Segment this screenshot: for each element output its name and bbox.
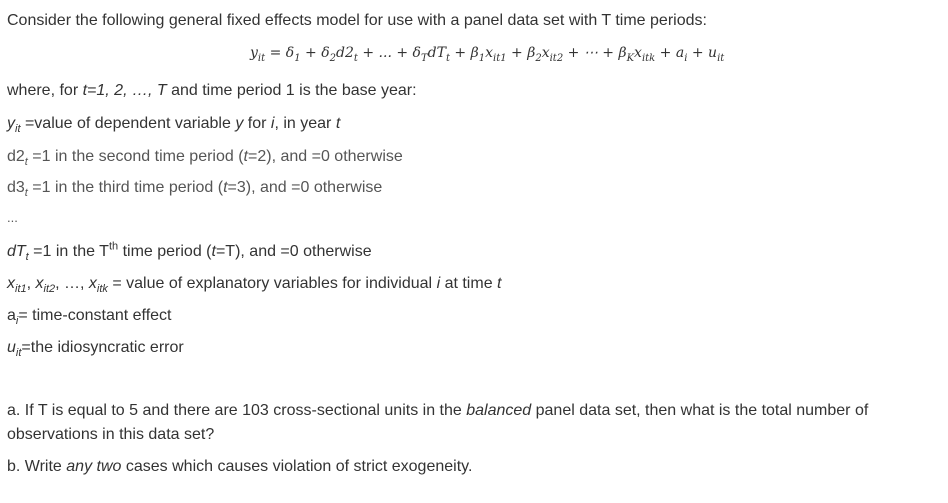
equation-term: = δ [265, 45, 295, 61]
equation-term: + ⋯ + β [563, 45, 627, 61]
equation-subscript: it [717, 52, 725, 64]
equation-subscript: t [445, 52, 450, 64]
equation-term: dT [427, 45, 446, 61]
equation-subscript: K [626, 52, 635, 64]
def-d2: $d2_t =1$ in the second time period (t=2), and =0 otherwise [7, 148, 403, 169]
equation-term: + β [506, 45, 536, 61]
question-b: b. Write any two cases which causes violation of strict exogeneity. [7, 458, 473, 475]
fixed-effects-equation: $y_{it} = \delta_1 + \delta_2d2_t$ + ... + $\delta_TdT_t + \beta_1x_{it1} + \beta_2x_{it2}$ + ⋯ + $\beta_Kx_{itk} + a_i + u_{it}$ [250, 45, 725, 64]
def-x: $x_{it1}$, $x_{it2}$, …, $x_{itk}$ = value of explanatory variables for individual i at time t [7, 275, 502, 296]
equation-subscript: T [420, 52, 428, 64]
ellipsis: ... [7, 210, 18, 225]
equation-term: + ... + δ [357, 45, 421, 61]
def-y: $y_{it}$ =value of dependent variable y for i, in year t [7, 115, 341, 136]
equation-subscript: it2 [549, 52, 564, 64]
def-u: $u_{it}=the$ idiosyncratic error [7, 339, 184, 360]
equation-subscript: i [684, 52, 688, 64]
equation-term: + u [687, 45, 718, 61]
question-a: a. If T is equal to 5 and there are 103 cross-sectional units in the balanced panel data set, then what is the total number of observations in this data set? [7, 402, 869, 443]
def-a: $a_i=$ time-constant effect [7, 307, 172, 328]
equation-term: x [485, 45, 493, 61]
equation-subscript: t [353, 52, 358, 64]
equation-term: d2 [336, 45, 354, 61]
equation-subscript: 1 [478, 52, 486, 64]
equation-subscript: 1 [294, 52, 301, 64]
def-d3: $d3_t =1$ in the third time period (t=3), and =0 otherwise [7, 179, 383, 200]
equation-term: + β [449, 45, 479, 61]
equation-term: x [634, 45, 642, 61]
equation-subscript: 2 [535, 52, 542, 64]
intro-text: Consider the following general fixed effects model for use with a panel data set with T time periods: [7, 12, 707, 29]
where-line: where, for t=1, 2, …, T and time period 1 is the base year: [7, 82, 417, 99]
equation-term: x [541, 45, 550, 61]
equation-subscript: 2 [329, 52, 337, 64]
equation-term: + a [655, 45, 685, 61]
equation-subscript: it1 [493, 52, 507, 64]
def-dT: $dT_t =1$ in the $T^{th}$ time period (t=T), and =0 otherwise [7, 240, 372, 264]
equation-term: + δ [300, 45, 330, 61]
equation-subscript: itk [641, 52, 656, 64]
